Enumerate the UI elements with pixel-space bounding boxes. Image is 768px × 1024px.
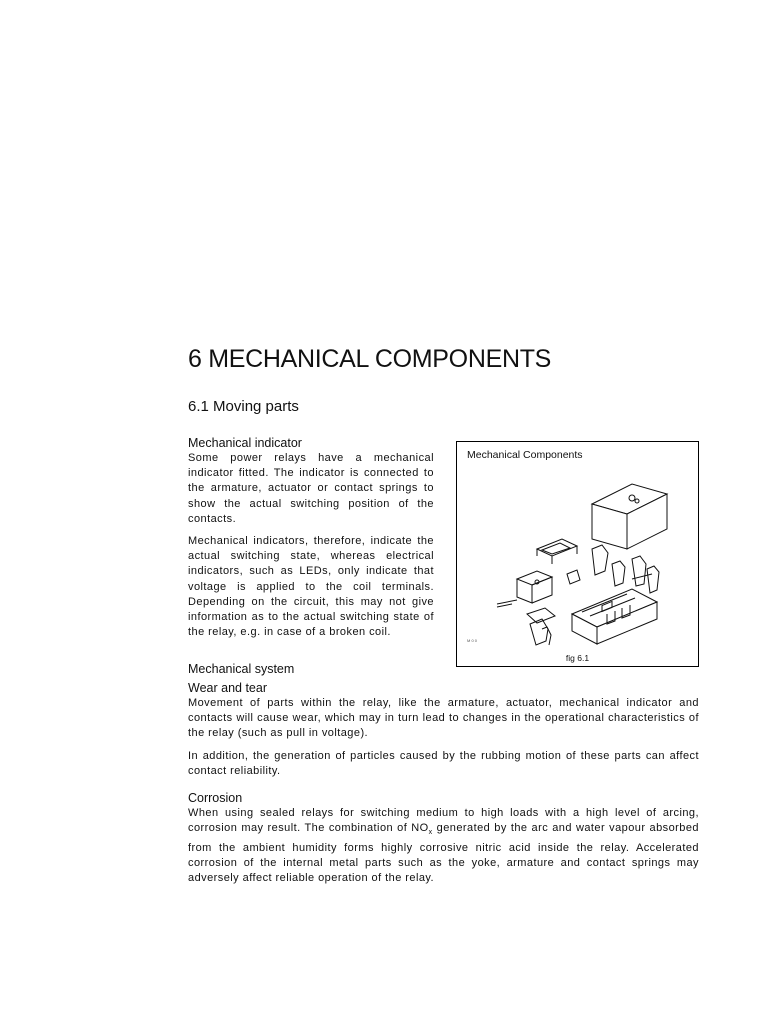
wear-and-tear-paragraph-2: In addition, the generation of particles caused by the rubbing motion of these parts can affect contact reliability. — [188, 749, 699, 777]
mechanical-indicator-section — [188, 436, 434, 647]
corrosion-section — [188, 791, 699, 893]
mechanical-indicator-paragraph-1: Some power relays have a mechanical indicator fitted. The indicator is connected to the armature, actuator or contact springs to show the actual switching position of the contacts. — [188, 452, 434, 525]
mechanical-system-section — [188, 662, 699, 786]
corrosion-heading: Corrosion — [188, 791, 243, 805]
figure-code: M 0 0 — [467, 638, 478, 643]
mechanical-indicator-paragraph-2: Mechanical indicators, therefore, indicate the actual switching state, whereas electrical indicators, such as LEDs, only indicate that voltage is applied to the coil terminals. Depending on the circuit, this may not give information as to the actual switching state of the relay, e.g. in case of a broken coil. — [188, 535, 434, 639]
corrosion-text-part-1: When using sealed relays for switching medium to high loads with a high level of arcing, corrosion may result. The combination of NO — [188, 807, 699, 835]
mechanical-indicator-heading: Mechanical indicator — [188, 436, 302, 450]
wear-and-tear-heading: Wear and tear — [188, 681, 267, 695]
figure-caption: fig 6.1 — [565, 653, 590, 663]
wear-and-tear-paragraph-1: Movement of parts within the relay, like the armature, actuator, mechanical indicator and contacts will cause wear, which may in turn lead to changes in the operational characteristics of the relay (such as pull in voltage). — [188, 697, 699, 740]
chapter-title: 6 MECHANICAL COMPONENTS — [188, 345, 552, 373]
figure-title: Mechanical Components — [467, 449, 583, 461]
corrosion-text-part-2: generated by the arc and water vapour absorbed from the ambient humidity forms highly corrosive nitric acid inside the relay. Accelerated corrosion of the internal metal parts such as the yoke, armature and contact springs may adversely affect reliable operation of the relay. — [188, 822, 699, 884]
relay-components-illustration — [482, 464, 692, 654]
figure-mechanical-components — [456, 441, 699, 667]
corrosion-paragraph — [188, 806, 699, 886]
corrosion-subscript: x — [428, 829, 433, 837]
mechanical-system-heading: Mechanical system — [188, 662, 295, 676]
section-title: 6.1 Moving parts — [188, 398, 299, 415]
